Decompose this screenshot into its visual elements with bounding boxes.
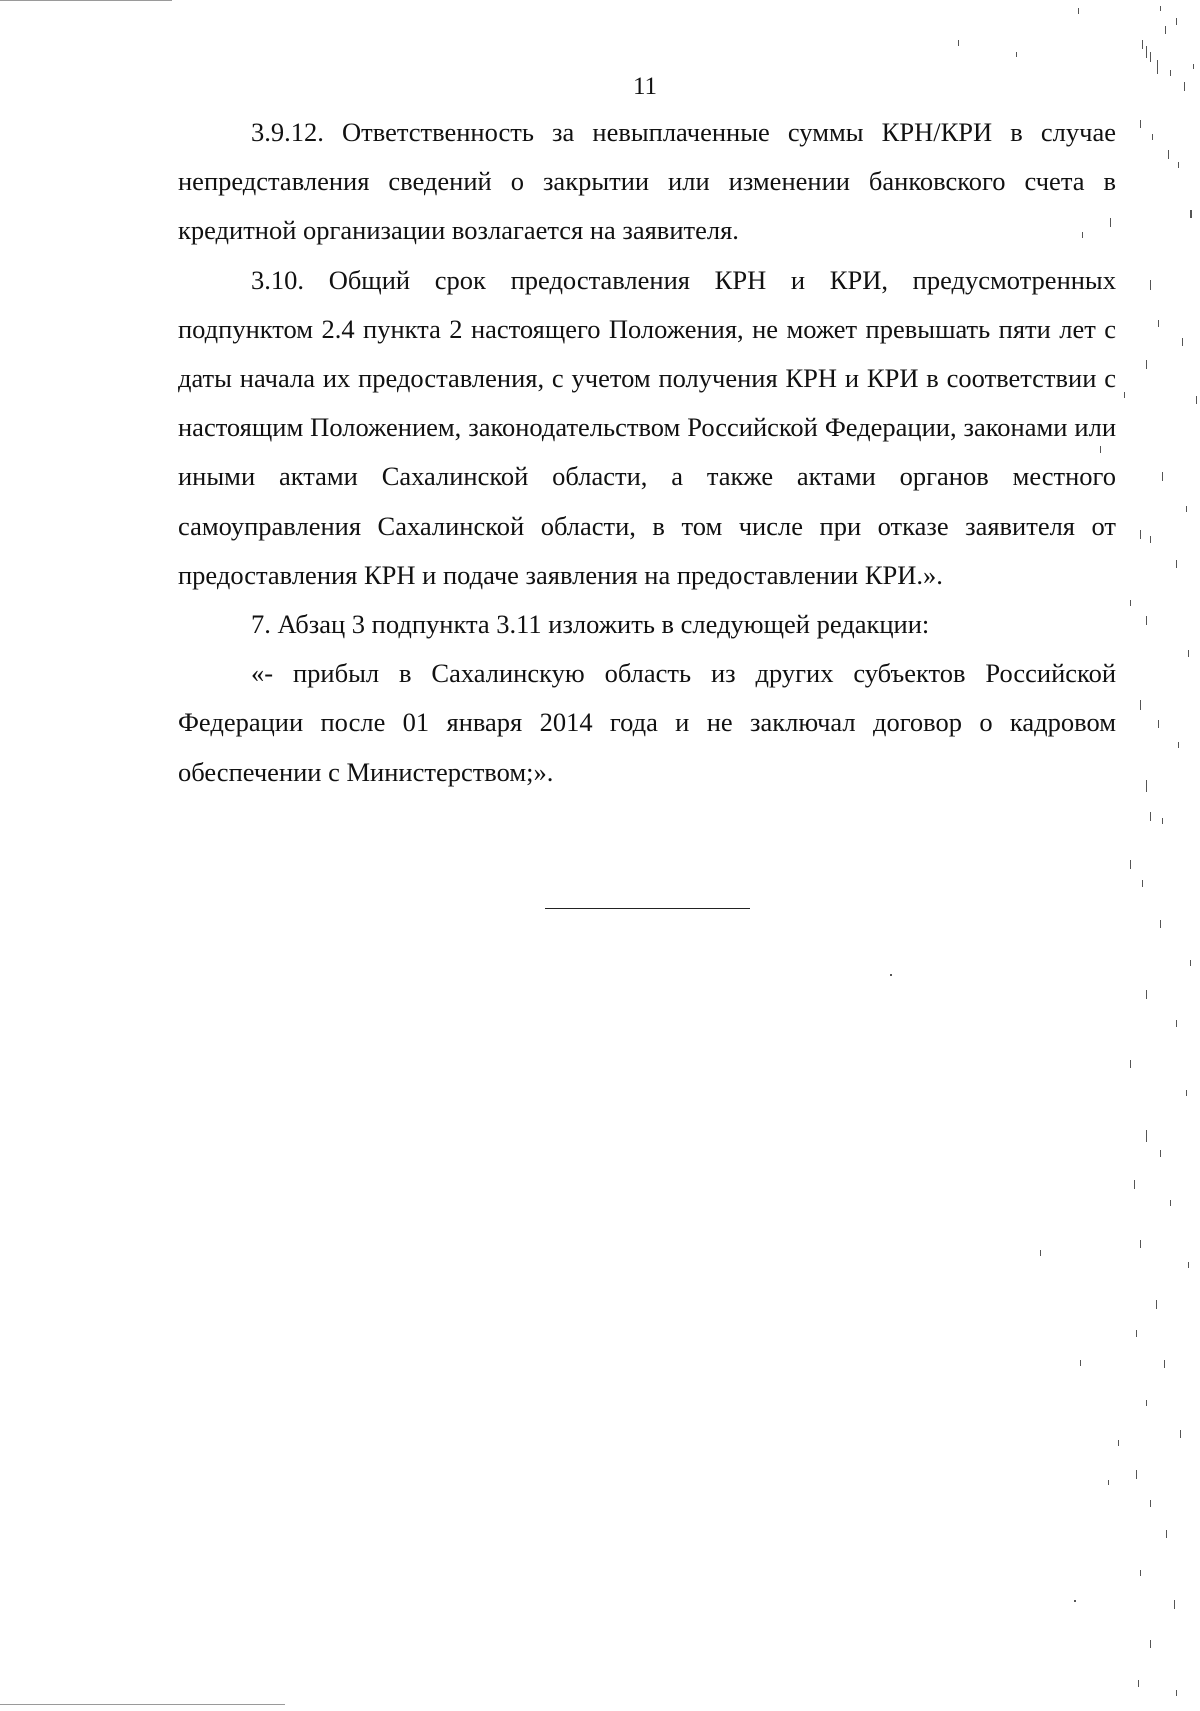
paragraph-item-7: 7. Абзац 3 подпункта 3.11 изложить в следующей редакции: [251, 609, 930, 640]
scan-edge-line-bottom [0, 1704, 285, 1705]
paragraph-3-9-12: 3.9.12. Ответственность за невыплаченные суммы КРН/КРИ в случае непредставления сведений о закрытии или изменении банковского счета в кредитной организации возлагается на заявителя. [178, 117, 1116, 246]
end-of-text-rule [545, 908, 750, 909]
document-body [178, 108, 1116, 797]
paragraph-quoted-amendment: «- прибыл в Сахалинскую область из других субъектов Российской Федерации после 01 января 2014 года и не заключал договор о кадровом обеспечении с Министерством;». [178, 658, 1116, 787]
paragraph-3-10: 3.10. Общий срок предоставления КРН и КРИ, предусмотренных подпунктом 2.4 пункта 2 настоящего Положения, не может превышать пяти лет с даты начала их предоставления, с учетом получения КРН и КРИ в соответствии с настоящим Положением, законодательством Российской Федерации, законами или иными актами Сахалинской области, а также актами органов местного самоуправления Сахалинской области, в том числе при отказе заявителя от предоставления КРН и подаче заявления на предоставлении КРИ.». [178, 264, 1116, 590]
page-number: 11 [632, 73, 658, 100]
scan-edge-line-top [0, 0, 172, 1]
